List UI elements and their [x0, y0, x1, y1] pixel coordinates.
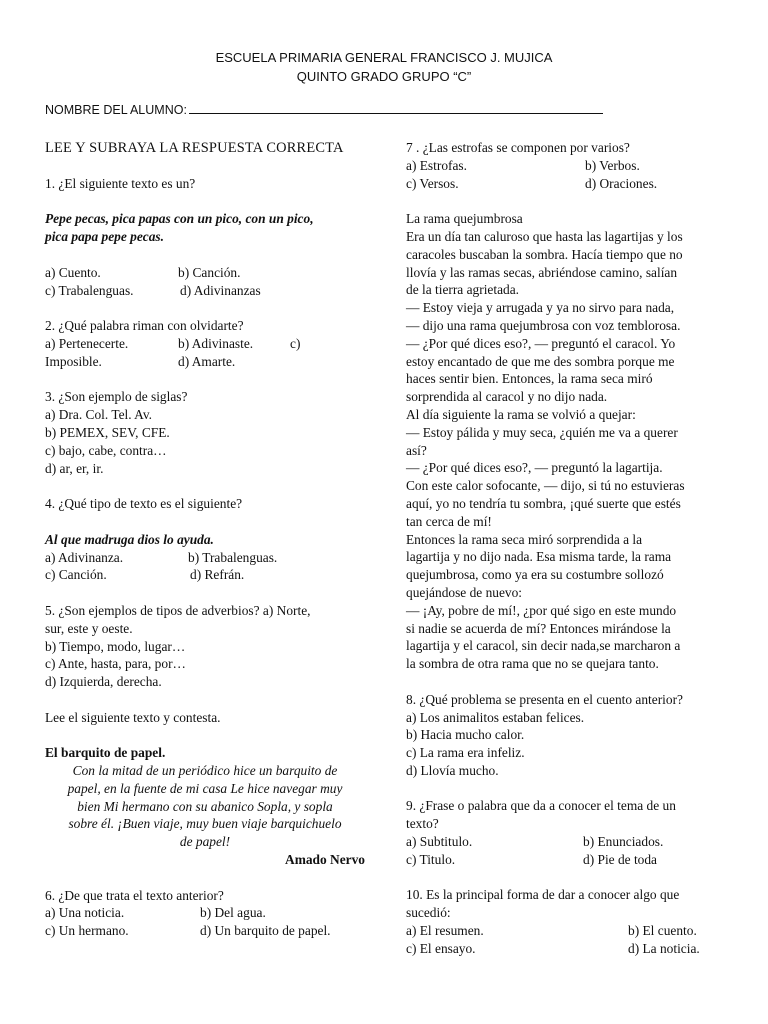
- q1-option-c[interactable]: c) Trabalenguas.: [45, 282, 134, 298]
- q1-text-line1: Pepe pecas, pica papas con un pico, con un pico,: [45, 211, 314, 227]
- school-name: ESCUELA PRIMARIA GENERAL FRANCISCO J. MUJICA: [215, 50, 553, 65]
- poem-author: Amado Nervo: [285, 852, 365, 868]
- q10-options-row1: [406, 922, 724, 940]
- story-line: haces sentir bien. Entonces, la rama seca miró: [406, 371, 653, 387]
- q2-option-b[interactable]: b) Adivinaste.: [178, 335, 254, 351]
- q4-option-a[interactable]: a) Adivinanza.: [45, 549, 124, 565]
- student-name-line: [45, 102, 603, 120]
- q5-question-line2: sur, este y oeste.: [45, 620, 133, 636]
- story-line: caracoles buscaban la sombra. Hacía tiempo que no: [406, 246, 683, 262]
- student-name-label: NOMBRE DEL ALUMNO:: [45, 103, 187, 117]
- story-line: lagartija y el caracol, sin decir nada,se marcharon a: [406, 638, 681, 654]
- story-line: Con este calor sofocante, — dijo, si tú no estuvieras: [406, 478, 685, 494]
- q3-option-d[interactable]: d) ar, er, ir.: [45, 460, 104, 476]
- q9-option-c[interactable]: c) Titulo.: [406, 851, 456, 867]
- story-line: llovía y las ramas secas, abriéndose camino, salían: [406, 264, 678, 280]
- story-body: [406, 228, 724, 673]
- story-line: la sombra de otra rama que no se quejara tanto.: [406, 656, 659, 672]
- story-line: de la tierra agrietada.: [406, 282, 520, 298]
- q5-option-c[interactable]: c) Ante, hasta, para, por…: [45, 656, 186, 672]
- grade-group: QUINTO GRADO GRUPO “C”: [296, 69, 472, 84]
- q7-options-row1: [406, 157, 724, 175]
- q4-options-row2: [45, 566, 365, 584]
- q4-text: Al que madruga dios lo ayuda.: [45, 531, 214, 547]
- q8-option-d[interactable]: d) Llovía mucho.: [406, 762, 499, 778]
- story-line: Era un día tan caluroso que hasta las lagartijas y los: [406, 228, 683, 244]
- q2-option-a[interactable]: a) Pertenecerte.: [45, 335, 129, 351]
- q9-option-a[interactable]: a) Subtitulo.: [406, 834, 473, 850]
- q4-option-b[interactable]: b) Trabalenguas.: [188, 549, 278, 565]
- q6-options-row2: [45, 922, 365, 940]
- q6-question: 6. ¿De que trata el texto anterior?: [45, 887, 224, 903]
- q2-option-c[interactable]: Imposible.: [45, 353, 102, 369]
- q2-options-row1: [45, 335, 365, 353]
- q7-question: 7 . ¿Las estrofas se componen por varios?: [406, 140, 630, 155]
- story-line: aquí, yo no tendría tu sombra, ¡qué suerte que estés: [406, 495, 681, 511]
- q7-option-c[interactable]: c) Versos.: [406, 175, 459, 191]
- q9-option-d[interactable]: d) Pie de toda: [583, 851, 658, 867]
- q5-option-b[interactable]: b) Tiempo, modo, lugar…: [45, 638, 186, 654]
- story-line: — ¿Por qué dices eso?, — preguntó el caracol. Yo: [406, 335, 676, 351]
- story-line: lagartija y no dijo nada. Esa misma tarde, la rama: [406, 549, 672, 565]
- q7-option-b[interactable]: b) Verbos.: [585, 157, 640, 173]
- q4-question: 4. ¿Qué tipo de texto es el siguiente?: [45, 496, 243, 512]
- q9-option-b[interactable]: b) Enunciados.: [583, 834, 664, 850]
- story-line: — ¿Por qué dices eso?, — preguntó la lagartija.: [406, 460, 663, 476]
- q4-options-row1: [45, 549, 365, 567]
- q10-option-a[interactable]: a) El resumen.: [406, 923, 484, 939]
- q9-options-row2: [406, 851, 724, 869]
- q2-options-row2: [45, 353, 365, 371]
- story-line: quejándose de nuevo:: [406, 584, 523, 600]
- story-line: así?: [406, 442, 427, 458]
- poem-line: Con la mitad de un periódico hice un barquito de: [72, 763, 338, 779]
- q2-option-c-prefix[interactable]: c): [290, 335, 301, 351]
- q8-option-c[interactable]: c) La rama era infeliz.: [406, 745, 525, 761]
- q1-question: 1. ¿El siguiente texto es un?: [45, 175, 196, 191]
- q10-options-row2: [406, 940, 724, 958]
- q7-options-row2: [406, 175, 724, 193]
- q1-text-line2: pica papa pepe pecas.: [45, 229, 164, 245]
- q8-option-a[interactable]: a) Los animalitos estaban felices.: [406, 709, 585, 725]
- q3-option-b[interactable]: b) PEMEX, SEV, CFE.: [45, 424, 170, 440]
- story-line: Al día siguiente la rama se volvió a quejar:: [406, 406, 636, 422]
- q10-option-b[interactable]: b) El cuento.: [628, 923, 697, 939]
- q10-question-line2: sucedió:: [406, 905, 451, 921]
- instructions: LEE Y SUBRAYA LA RESPUESTA CORRECTA: [45, 140, 344, 156]
- q7-option-d[interactable]: d) Oraciones.: [585, 175, 658, 191]
- q8-option-b[interactable]: b) Hacia mucho calor.: [406, 727, 525, 743]
- q1-options-row2: [45, 282, 365, 300]
- q5-question-line1: 5. ¿Son ejemplos de tipos de adverbios? a) Norte,: [45, 602, 311, 618]
- q2-option-d[interactable]: d) Amarte.: [178, 353, 236, 369]
- q6-option-b[interactable]: b) Del agua.: [200, 905, 266, 921]
- q3-option-c[interactable]: c) bajo, cabe, contra…: [45, 442, 167, 458]
- q1-options-row1: [45, 264, 365, 282]
- read-prompt: Lee el siguiente texto y contesta.: [45, 709, 221, 725]
- q10-option-d[interactable]: d) La noticia.: [628, 940, 700, 956]
- q8-question: 8. ¿Qué problema se presenta en el cuento anterior?: [406, 691, 683, 707]
- story-line: estoy encantado de que me des sombra porque me: [406, 353, 675, 369]
- story-line: — Estoy vieja y arrugada y ya no sirvo para nada,: [406, 300, 675, 316]
- q4-option-d[interactable]: d) Refrán.: [190, 567, 245, 583]
- story-line: quejumbrosa, como ya era su costumbre sollozó: [406, 567, 664, 583]
- story-line: si nadie se acuerda de mí? Entonces mirándose la: [406, 620, 671, 636]
- right-column: [406, 139, 724, 958]
- q1-option-b[interactable]: b) Canción.: [178, 264, 241, 280]
- q10-option-c[interactable]: c) El ensayo.: [406, 940, 476, 956]
- q2-question: 2. ¿Qué palabra riman con olvidarte?: [45, 318, 244, 334]
- q3-option-a[interactable]: a) Dra. Col. Tel. Av.: [45, 407, 153, 423]
- poem-line: bien Mi hermano con su abanico Sopla, y sopla: [77, 798, 333, 814]
- q1-option-a[interactable]: a) Cuento.: [45, 264, 101, 280]
- poem-line: sobre él. ¡Buen viaje, muy buen viaje barquichuelo: [68, 816, 342, 832]
- page-header: [0, 48, 768, 86]
- story-line: — dijo una rama quejumbrosa con voz temblorosa.: [406, 317, 681, 333]
- q6-option-c[interactable]: c) Un hermano.: [45, 923, 129, 939]
- story-title: La rama quejumbrosa: [406, 211, 523, 227]
- q3-question: 3. ¿Son ejemplo de siglas?: [45, 389, 188, 405]
- q9-question-line2: texto?: [406, 816, 439, 832]
- story-line: tan cerca de mí!: [406, 513, 492, 529]
- poem-line: papel, en la fuente de mi casa Le hice navegar muy: [67, 780, 343, 796]
- q6-option-d[interactable]: d) Un barquito de papel.: [200, 923, 331, 939]
- student-name-blank[interactable]: [189, 102, 603, 114]
- story-line: sorprendida al caracol y no dijo nada.: [406, 389, 608, 405]
- story-line: Entonces la rama seca miró sorprendida a la: [406, 531, 643, 547]
- q1-option-d[interactable]: d) Adivinanzas: [180, 282, 261, 298]
- story-line: — Estoy pálida y muy seca, ¿quién me va a querer: [406, 424, 678, 440]
- q9-question-line1: 9. ¿Frase o palabra que da a conocer el tema de un: [406, 798, 676, 814]
- q6-option-a[interactable]: a) Una noticia.: [45, 905, 125, 921]
- left-column: [45, 139, 365, 940]
- q6-options-row1: [45, 904, 365, 922]
- poem-title: El barquito de papel.: [45, 745, 166, 761]
- poem-line: de papel!: [179, 834, 231, 850]
- q4-option-c[interactable]: c) Canción.: [45, 567, 107, 583]
- q10-question-line1: 10. Es la principal forma de dar a conocer algo que: [406, 887, 680, 903]
- q7-option-a[interactable]: a) Estrofas.: [406, 157, 467, 173]
- q5-option-d[interactable]: d) Izquierda, derecha.: [45, 674, 162, 690]
- story-line: — ¡Ay, pobre de mí!, ¿por qué sigo en este mundo: [406, 602, 677, 618]
- q9-options-row1: [406, 833, 724, 851]
